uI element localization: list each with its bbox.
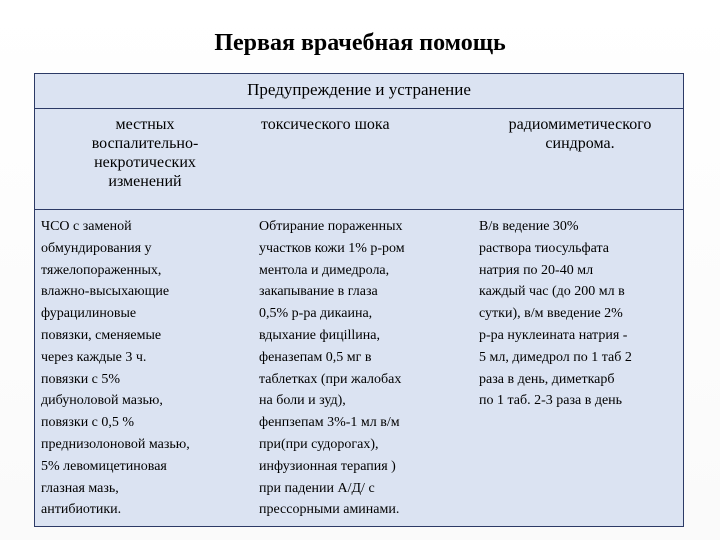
cell-shock-treatment: Обтирание пораженных участков кожи 1% р-ром ментола и димедрола, закапывание в глаза 0,5% р-ра дикаина, вдыхание фицillина, феназепам 0,5 мг в таблетках (при жалобах на боли и зуд), фенпзепам 3%-1 мл в/м при(при судорогах), инфузионная терапия ) при падении А/Д/ с прессорными аминами. [259,219,405,518]
column-headers-row [35,109,683,210]
cell-local-treatment: ЧСО с заменой обмундирования у тяжелопораженных, влажно-высыхающие фурацилиновые повязки, сменяемые через каждые 3 ч. повязки с 5% дибуноловой мазью, повязки с 0,5 % преднизолоновой мазью, 5% левомицетиновая глазная мазь, антибиотики. [41,219,190,518]
treatment-table [34,73,684,527]
slide-title: Первая врачебная помощь [214,30,506,56]
column-header-radiomimetic: радиомиметического синдрома. [508,116,652,152]
cell-radiomimetic-treatment: В/в ведение 30% раствора тиосульфата натрия по 20-40 мл каждый час (до 200 мл в сутки), в/м введение 2% р-ра нуклеината натрия - 5 мл, димедрол по 1 таб 2 раза в день, диметкарб по 1 таб. 2-3 раза в день [479,219,632,409]
table-body-row [35,210,683,526]
column-header-shock: токсического шока [261,116,390,133]
column-header-local: местных воспалительно- некротических изменений [91,116,199,190]
table-header: Предупреждение и устранение [35,74,683,109]
